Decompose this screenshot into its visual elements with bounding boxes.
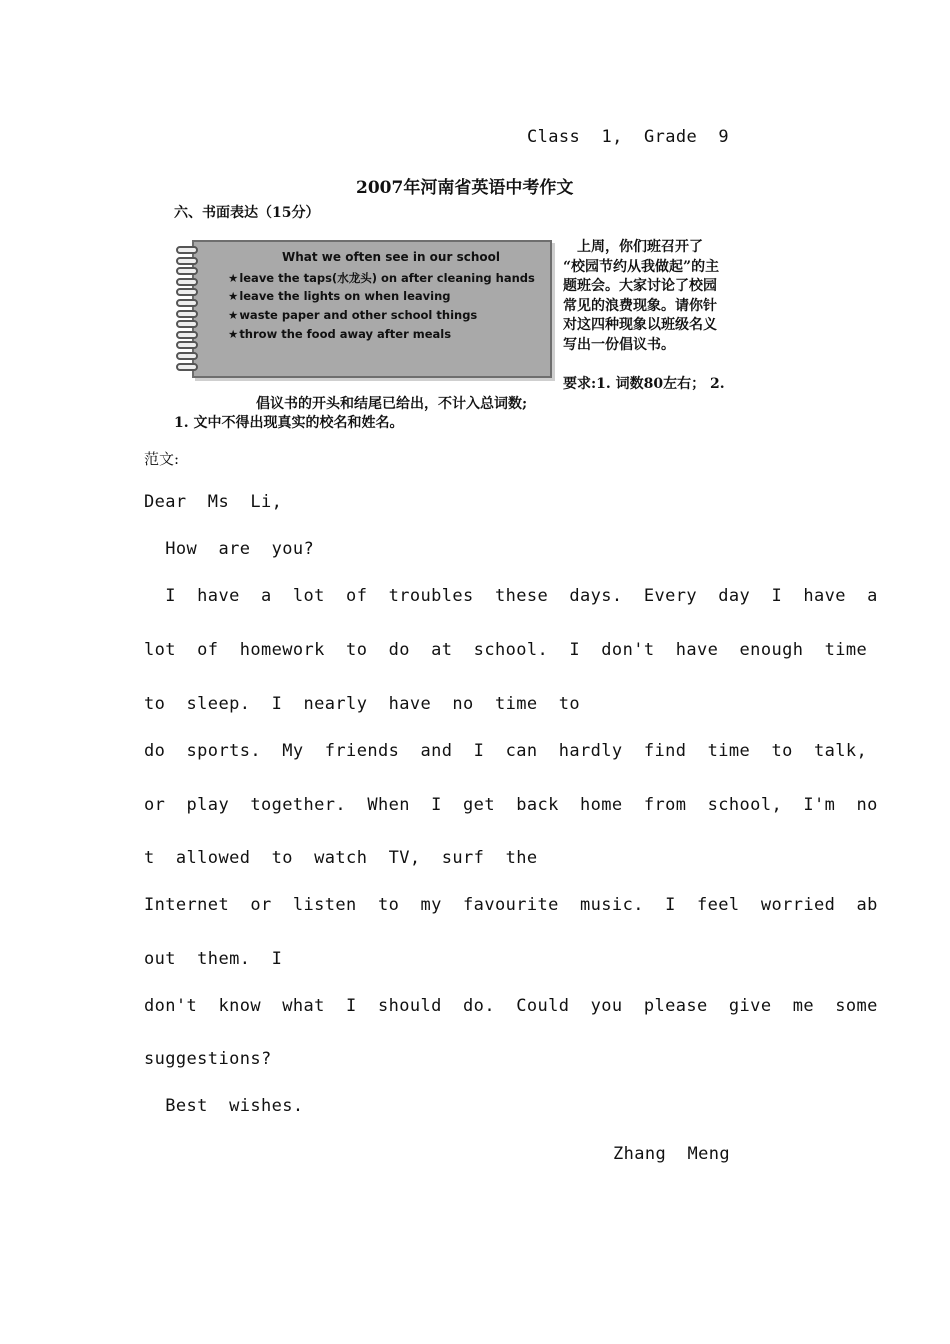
requirements-line-1: 要求:1. 词数80左右； 2. bbox=[563, 376, 725, 392]
signature: Zhang Meng bbox=[613, 1144, 730, 1164]
essay-line: suggestions? bbox=[144, 1049, 272, 1069]
notebook-item: ★waste paper and other school things bbox=[228, 308, 478, 322]
notebook-item: ★leave the lights on when leaving bbox=[228, 289, 451, 303]
essay-line: Best wishes. bbox=[144, 1096, 304, 1116]
requirements-line-3: 1. 文中不得出现真实的校名和姓名。 bbox=[174, 415, 404, 431]
star-icon: ★ bbox=[228, 289, 239, 303]
notebook-title: What we often see in our school bbox=[282, 250, 500, 264]
essay-line: to sleep. I nearly have no time to bbox=[144, 694, 581, 714]
prompt-text: 上周，你们班召开了 “校园节约从我做起”的主 题班会。大家讨论了校园 常见的浪费现象。请你针 对这四种现象以班级名义 写出一份倡议书。 bbox=[563, 239, 720, 353]
notebook-item: ★throw the food away after meals bbox=[228, 327, 452, 341]
star-icon: ★ bbox=[228, 327, 239, 341]
star-icon: ★ bbox=[228, 271, 239, 285]
notebook-paper bbox=[192, 240, 552, 378]
star-icon: ★ bbox=[228, 308, 239, 322]
requirements-line-2: 倡议书的开头和结尾已给出，不计入总词数; bbox=[256, 396, 528, 412]
essay-line: out them. I bbox=[144, 949, 283, 969]
class-grade: Class 1, Grade 9 bbox=[527, 127, 730, 147]
spiral-rings bbox=[176, 246, 200, 370]
essay-line: t allowed to watch TV, surf the bbox=[144, 848, 538, 868]
essay-line: do sports. My friends and I can hardly find time to talk, bbox=[144, 741, 868, 761]
essay-line: don't know what I should do. Could you please give me some bbox=[144, 996, 878, 1016]
section-heading: 六、书面表达（15分） bbox=[174, 205, 320, 221]
notebook-item: ★leave the taps(水龙头) on after cleaning hands bbox=[228, 271, 535, 285]
essay-line: lot of homework to do at school. I don't have enough time bbox=[144, 640, 868, 660]
sample-label: 范文: bbox=[144, 450, 180, 468]
essay-line: I have a lot of troubles these days. Every day I have a bbox=[144, 586, 878, 606]
essay-line: Dear Ms Li, bbox=[144, 492, 283, 512]
essay-line: or play together. When I get back home from school, I'm no bbox=[144, 795, 878, 815]
notebook-image bbox=[176, 240, 548, 374]
essay-line: Internet or listen to my favourite music. I feel worried ab bbox=[144, 895, 878, 915]
page-title: 2007年河南省英语中考作文 bbox=[356, 178, 574, 198]
essay-line: How are you? bbox=[144, 539, 315, 559]
